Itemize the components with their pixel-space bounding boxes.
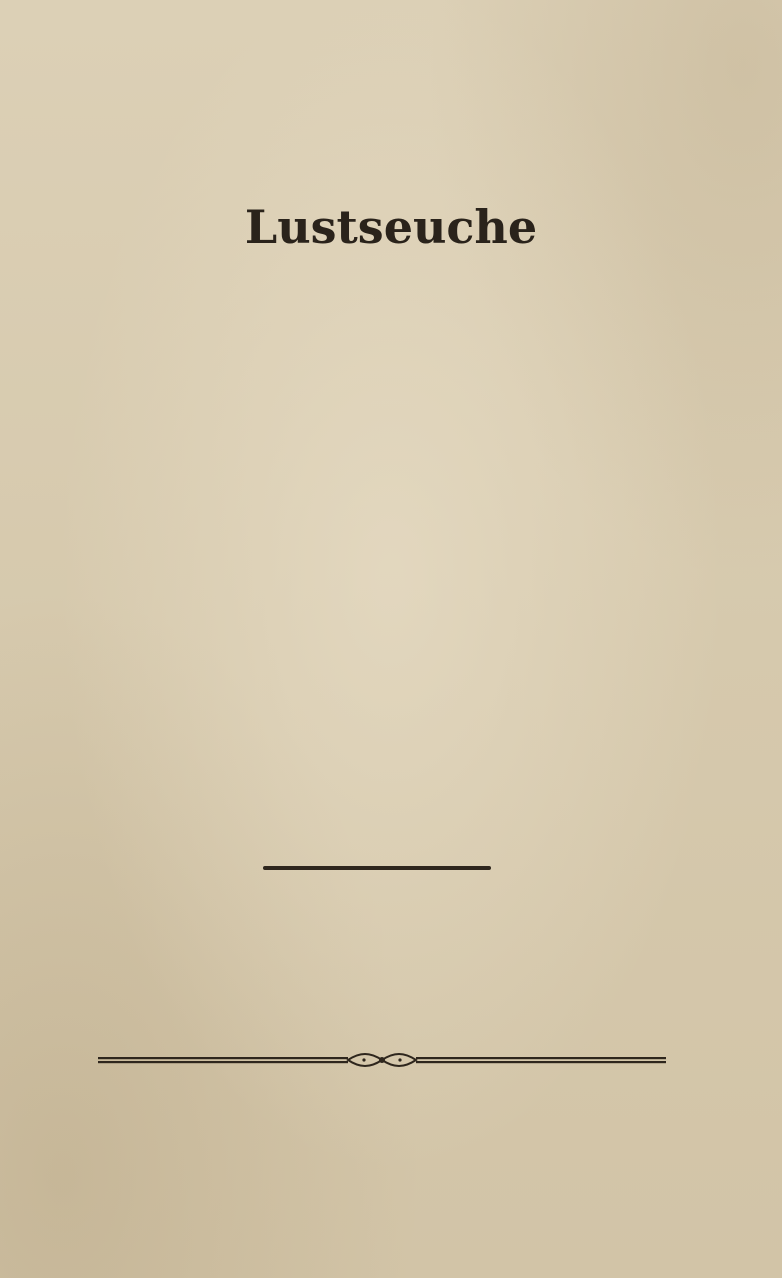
- main-title-word: Lustseuche: [244, 200, 538, 254]
- divider-rule: [263, 866, 491, 870]
- ornamental-divider: [98, 1050, 666, 1070]
